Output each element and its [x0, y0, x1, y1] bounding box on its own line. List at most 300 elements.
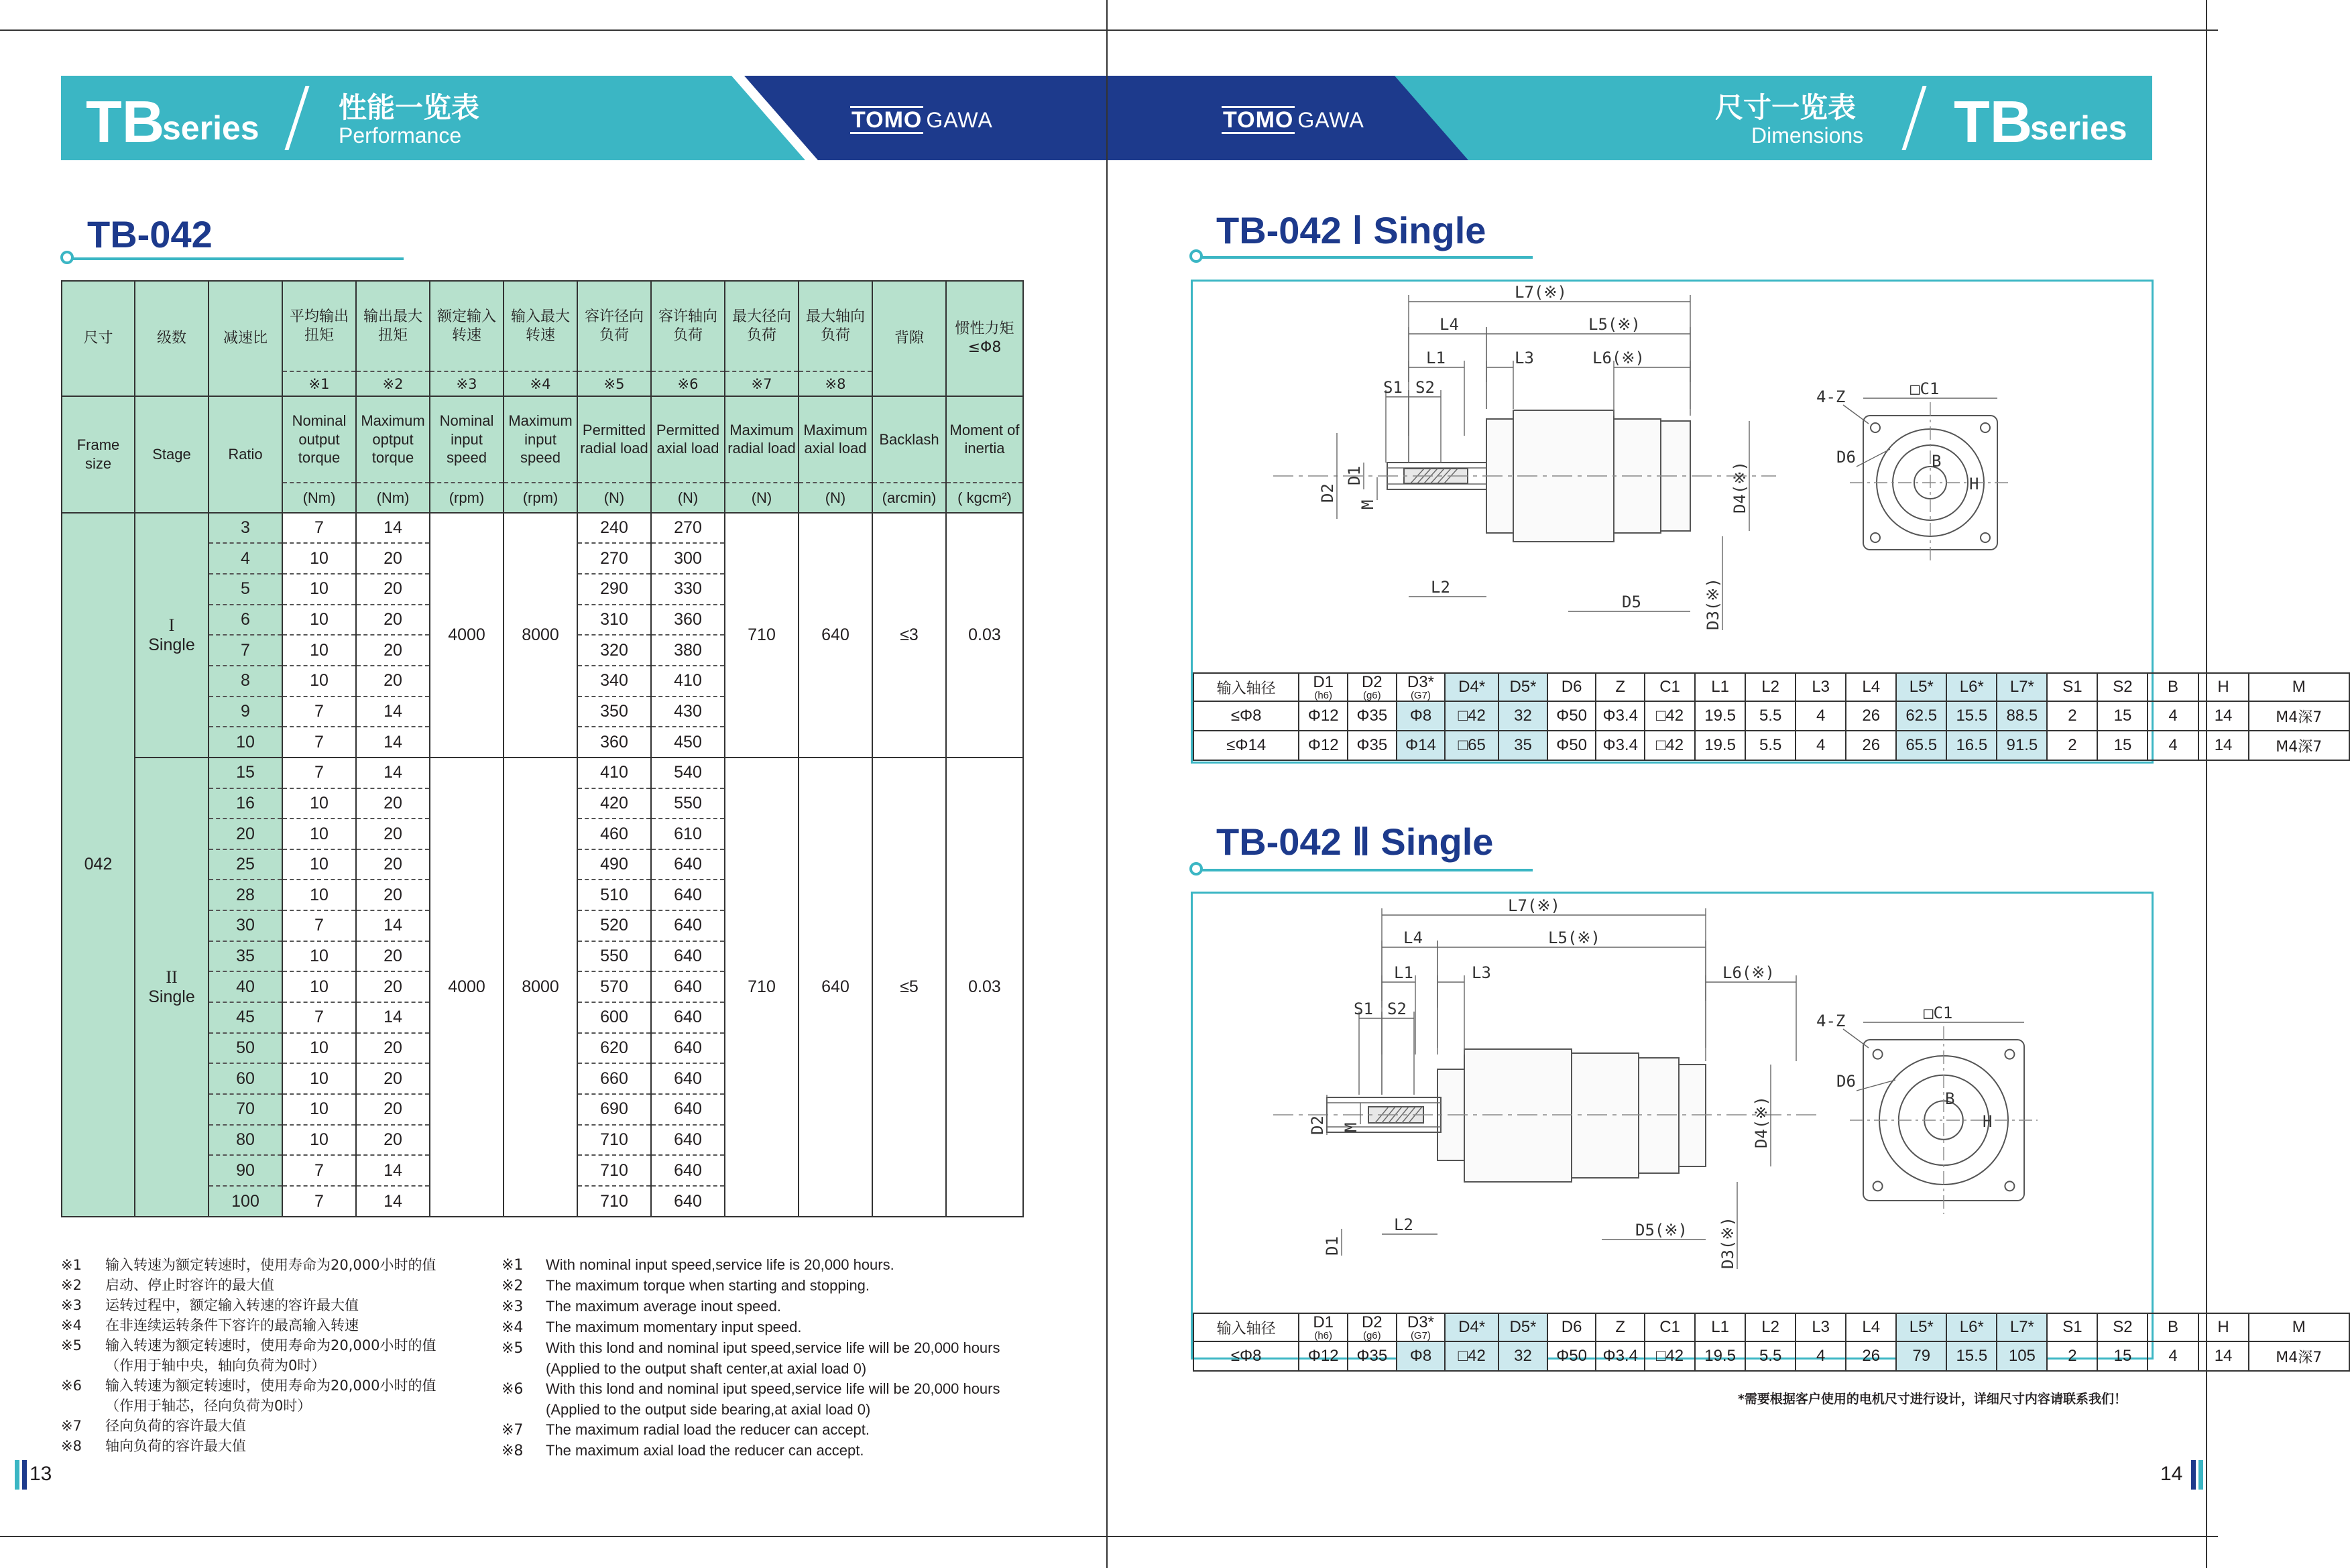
note-line [61, 1315, 436, 1335]
dim-cell: 15.5 [1946, 701, 1997, 731]
unit-label: (rpm) [504, 483, 577, 512]
header-en: Nominal input speed [430, 396, 504, 483]
dim-header: S2 [2097, 673, 2148, 701]
radial-load-cell: 290 [577, 574, 651, 605]
dim-cell: 19.5 [1695, 701, 1745, 731]
axial-load-cell: 640 [651, 1155, 725, 1186]
nominal-torque-cell: 10 [282, 880, 356, 910]
header-en: Nominal output torque [282, 396, 356, 483]
radial-load-cell: 310 [577, 605, 651, 636]
page-marker-right-2 [2198, 1460, 2203, 1490]
dim-cell: M4深7 [2249, 1341, 2349, 1371]
header-en: Maximum input speed [504, 396, 577, 483]
dim-cell: 5.5 [1745, 731, 1796, 760]
note-text: With nominal input speed,service life is 20,000 hours. [546, 1256, 894, 1273]
footnote-mark: ※6 [651, 371, 725, 396]
note-mark: ※4 [502, 1319, 524, 1336]
note-line [502, 1400, 1000, 1420]
note-text: 运转过程中，额定输入转速的容许最大值 [105, 1297, 359, 1313]
table-row [1193, 1341, 2349, 1371]
max-speed: 8000 [504, 758, 577, 1217]
nominal-torque-cell: 10 [282, 941, 356, 972]
footnote: *需要根据客户使用的电机尺寸进行设计，详细尺寸内容请联系我们！ [1738, 1392, 2127, 1406]
dim-header: B [2148, 1313, 2198, 1341]
table-row [62, 513, 1023, 544]
series-name-right: TB [1954, 88, 2033, 155]
dim-cell: □42 [1645, 1341, 1695, 1371]
note-text: The maximum momentary input speed. [546, 1319, 802, 1335]
header-cn: 尺寸 [62, 281, 135, 396]
footnote-mark: ※5 [577, 371, 651, 396]
dim-cell: Φ14 [1397, 731, 1446, 760]
dim-cell: 5.5 [1745, 701, 1796, 731]
nominal-torque-cell: 7 [282, 1186, 356, 1217]
ratio-cell: 6 [209, 605, 282, 636]
dim-header: L7* [1997, 1313, 2047, 1341]
dim-header: L5* [1896, 1313, 1946, 1341]
axial-load-cell: 550 [651, 788, 725, 819]
dim-label: D1 [1345, 466, 1364, 485]
dim-header: M [2249, 673, 2349, 701]
dim-cell: 5.5 [1745, 1341, 1796, 1371]
page-marker-left [15, 1460, 19, 1490]
header-en: Permitted axial load [651, 396, 725, 483]
dim-label: D6 [1836, 1072, 1856, 1091]
note-line [502, 1255, 1000, 1276]
axial-load-cell: 640 [651, 1186, 725, 1217]
note-text: 输入转速为额定转速时，使用寿命为20,000小时的值 [105, 1337, 436, 1353]
dim-header: S2 [2097, 1313, 2148, 1341]
dim-label: S2 [1387, 1000, 1407, 1018]
max-torque-cell: 14 [356, 910, 430, 941]
max-torque-cell: 20 [356, 849, 430, 880]
note-mark: ※8 [61, 1438, 82, 1454]
max-torque-cell: 20 [356, 1125, 430, 1156]
header-cn: 背隙 [872, 281, 946, 396]
note-line [502, 1441, 1000, 1461]
dim-label: 4-Z [1816, 387, 1846, 406]
nominal-torque-cell: 10 [282, 1125, 356, 1156]
nominal-torque-cell: 10 [282, 788, 356, 819]
footnote-mark: ※3 [430, 371, 504, 396]
dim-cell: 88.5 [1997, 701, 2047, 731]
backlash: ≤5 [872, 758, 946, 1217]
dim-label: S1 [1354, 1000, 1373, 1018]
radial-load-cell: 510 [577, 880, 651, 910]
radial-load-cell: 570 [577, 971, 651, 1002]
brand-logo: TOMO GAWA [851, 107, 993, 133]
dim-header: D1 (h6) [1299, 673, 1348, 701]
dim-cell: 19.5 [1695, 1341, 1745, 1371]
radial-load-cell: 320 [577, 635, 651, 666]
ratio-cell: 35 [209, 941, 282, 972]
dim-cell: □42 [1645, 701, 1695, 731]
table-row [1193, 731, 2349, 760]
nominal-speed: 4000 [430, 513, 504, 758]
dim-cell: 15 [2097, 1341, 2148, 1371]
max-torque-cell: 20 [356, 819, 430, 849]
max-torque-cell: 14 [356, 758, 430, 788]
stage-label: I Single [135, 513, 209, 758]
dim-cell: ≤Φ8 [1193, 1341, 1299, 1371]
dim-header: D4* [1445, 673, 1499, 701]
frame-size: 042 [62, 513, 135, 1217]
max-torque-cell: 20 [356, 971, 430, 1002]
nominal-torque-cell: 10 [282, 1063, 356, 1094]
top-border [0, 29, 2218, 31]
dim-header: L6* [1946, 1313, 1997, 1341]
max-torque-cell: 20 [356, 574, 430, 605]
dim-cell: Φ50 [1547, 1341, 1596, 1371]
note-line [502, 1296, 1000, 1317]
axial-load-cell: 360 [651, 605, 725, 636]
note-mark: ※7 [61, 1418, 82, 1434]
dim-cell: 79 [1896, 1341, 1946, 1371]
dim-cell: Φ3.4 [1596, 1341, 1645, 1371]
dim-cell: Φ8 [1397, 701, 1446, 731]
dim-label: H [1969, 475, 1979, 493]
perf-heading-dot [60, 251, 74, 264]
dim-cell: 2 [2047, 701, 2097, 731]
spine-divider [1106, 0, 1108, 1568]
bolt-hole [1981, 423, 1990, 432]
axial-load-cell: 640 [651, 1125, 725, 1156]
dim-header: L4 [1846, 1313, 1896, 1341]
radial-load-cell: 490 [577, 849, 651, 880]
note-mark: ※5 [61, 1337, 82, 1353]
dim-label: D2 [1308, 1115, 1327, 1135]
note-text: 径向负荷的容许最大值 [105, 1418, 246, 1434]
dim-label: S2 [1415, 378, 1435, 397]
dim-cell: Φ12 [1299, 731, 1348, 760]
nominal-torque-cell: 10 [282, 635, 356, 666]
dim-cell: 65.5 [1896, 731, 1946, 760]
axial-load-cell: 300 [651, 543, 725, 574]
note-text: With this lond and nominal iput speed,service life will be 20,000 hours [546, 1339, 1000, 1356]
header-cn: 额定输入转速 [430, 281, 504, 371]
header-en: Maximum radial load [725, 396, 799, 483]
nominal-torque-cell: 10 [282, 819, 356, 849]
ratio-cell: 9 [209, 697, 282, 727]
max-torque-cell: 20 [356, 1033, 430, 1064]
axial-load-cell: 540 [651, 758, 725, 788]
nominal-torque-cell: 10 [282, 543, 356, 574]
note-line [502, 1379, 1000, 1400]
dim-cell: ≤Φ8 [1193, 701, 1299, 731]
unit-label: (Nm) [282, 483, 356, 512]
max-torque-cell: 20 [356, 635, 430, 666]
note-text: The maximum axial load the reducer can accept. [546, 1442, 864, 1459]
dim-cell: Φ35 [1348, 731, 1397, 760]
dim-label: L3 [1472, 963, 1491, 982]
stage-label: II Single [135, 758, 209, 1217]
dim-label: L2 [1394, 1215, 1413, 1234]
dim-header: D6 [1547, 1313, 1596, 1341]
dim-header: D3* (G7) [1397, 1313, 1446, 1341]
dim-label: D2 [1318, 483, 1337, 503]
ratio-cell: 16 [209, 788, 282, 819]
notes-cn [61, 1255, 436, 1456]
page-marker-right [2191, 1460, 2196, 1490]
radial-load-cell: 600 [577, 1002, 651, 1033]
leader-line [1857, 449, 1890, 467]
bolt-hole [1871, 533, 1880, 542]
radial-load-cell: 420 [577, 788, 651, 819]
max-axial: 640 [799, 513, 872, 758]
nominal-torque-cell: 7 [282, 513, 356, 544]
header-cn: 减速比 [209, 281, 282, 396]
bolt-hole [1873, 1050, 1883, 1059]
note-text: （作用于轴芯，径向负荷为0时） [105, 1398, 312, 1414]
note-text: The maximum radial load the reducer can accept. [546, 1421, 870, 1438]
dim-header: S1 [2047, 1313, 2097, 1341]
note-line [61, 1436, 436, 1456]
dim-header: D5* [1499, 673, 1547, 701]
dim-header: 输入轴径 [1193, 673, 1299, 701]
axial-load-cell: 610 [651, 819, 725, 849]
header-en: Moment of inertia [946, 396, 1023, 483]
dim1-technical-drawing [1193, 282, 2152, 674]
axial-load-cell: 430 [651, 697, 725, 727]
footnote-mark: ※1 [282, 371, 356, 396]
max-torque-cell: 20 [356, 605, 430, 636]
page-number-left: 13 [30, 1463, 52, 1485]
note-line [61, 1255, 436, 1275]
dim-cell: 15.5 [1946, 1341, 1997, 1371]
dim-cell: Φ8 [1397, 1341, 1446, 1371]
bolt-hole [2005, 1050, 2014, 1059]
gearbox-body [1572, 1053, 1639, 1178]
header-en: Permitted radial load [577, 396, 651, 483]
dim-header: D4* [1445, 1313, 1499, 1341]
dim-cell: M4深7 [2249, 701, 2349, 731]
radial-load-cell: 360 [577, 727, 651, 758]
axial-load-cell: 330 [651, 574, 725, 605]
axial-load-cell: 640 [651, 1002, 725, 1033]
dim-label: D4(※) [1730, 461, 1749, 514]
note-line [502, 1317, 1000, 1338]
axial-load-cell: 410 [651, 666, 725, 697]
dim-header: Z [1596, 673, 1645, 701]
radial-load-cell: 270 [577, 543, 651, 574]
note-text: The maximum average inout speed. [546, 1298, 781, 1315]
dim-cell: 32 [1499, 1341, 1547, 1371]
dim2-heading: TB-042 Ⅱ Single [1216, 821, 1494, 863]
header-cn: 级数 [135, 281, 209, 396]
dim-cell: Φ12 [1299, 1341, 1348, 1371]
ratio-cell: 90 [209, 1155, 282, 1186]
radial-load-cell: 410 [577, 758, 651, 788]
nominal-torque-cell: 10 [282, 574, 356, 605]
dim2-heading-dot [1189, 862, 1203, 876]
note-mark: ※6 [61, 1378, 82, 1394]
dim-label: D5 [1622, 593, 1641, 611]
bolt-hole [2005, 1181, 2014, 1191]
dim-header: L4 [1846, 673, 1896, 701]
dim-cell: 26 [1846, 701, 1896, 731]
dim-cell: 32 [1499, 701, 1547, 731]
ratio-cell: 8 [209, 666, 282, 697]
dim-header: D6 [1547, 673, 1596, 701]
ratio-cell: 10 [209, 727, 282, 758]
note-mark: ※4 [61, 1317, 82, 1333]
dim1-heading: TB-042 Ⅰ Single [1216, 209, 1486, 251]
note-line [61, 1295, 436, 1315]
dim1-heading-rule [1196, 256, 1533, 259]
nominal-torque-cell: 7 [282, 910, 356, 941]
dim-cell: 62.5 [1896, 701, 1946, 731]
dim-label: L6(※) [1592, 349, 1645, 367]
dim-cell: 14 [2198, 731, 2249, 760]
nominal-torque-cell: 7 [282, 1002, 356, 1033]
unit-label: (N) [799, 483, 872, 512]
dim-cell: ≤Φ14 [1193, 731, 1299, 760]
dim-cell: Φ12 [1299, 701, 1348, 731]
ratio-cell: 60 [209, 1063, 282, 1094]
note-line [502, 1276, 1000, 1296]
ratio-cell: 30 [209, 910, 282, 941]
axial-load-cell: 640 [651, 1033, 725, 1064]
dim-label: L3 [1515, 349, 1534, 367]
header-cn: 平均输出扭矩 [282, 281, 356, 371]
footnote-mark: ※8 [799, 371, 872, 396]
unit-label: (N) [577, 483, 651, 512]
axial-load-cell: 640 [651, 1063, 725, 1094]
dim-label: L4 [1403, 928, 1423, 947]
dim-label: L1 [1394, 963, 1413, 982]
ratio-cell: 4 [209, 543, 282, 574]
radial-load-cell: 520 [577, 910, 651, 941]
gearbox-body [1639, 1058, 1679, 1173]
max-axial: 640 [799, 758, 872, 1217]
axial-load-cell: 640 [651, 941, 725, 972]
perf-heading: TB-042 [87, 213, 213, 255]
dim-label: D4(※) [1752, 1096, 1771, 1148]
nominal-torque-cell: 10 [282, 605, 356, 636]
page-title-cn-right: 尺寸一览表 [1715, 91, 1857, 124]
dim-cell: □42 [1645, 731, 1695, 760]
max-torque-cell: 20 [356, 666, 430, 697]
dim-header: S1 [2047, 673, 2097, 701]
radial-load-cell: 340 [577, 666, 651, 697]
header-en: Maximum optput torque [356, 396, 430, 483]
note-mark: ※3 [61, 1297, 82, 1313]
dim-cell: 2 [2047, 731, 2097, 760]
dim-label: □C1 [1924, 1004, 1953, 1022]
max-radial: 710 [725, 758, 799, 1217]
bolt-hole [1873, 1181, 1883, 1191]
dim-cell: Φ3.4 [1596, 701, 1645, 731]
dim-cell: 4 [1796, 1341, 1846, 1371]
dim-header: L3 [1796, 1313, 1846, 1341]
note-mark: ※6 [502, 1381, 524, 1398]
note-text: With this lond and nominal iput speed,service life will be 20,000 hours [546, 1380, 1000, 1397]
dim-header: L7* [1997, 673, 2047, 701]
gearbox-body [1679, 1065, 1706, 1166]
inertia: 0.03 [946, 513, 1023, 758]
ratio-cell: 80 [209, 1125, 282, 1156]
ratio-cell: 70 [209, 1094, 282, 1125]
dim-label: D1 [1323, 1236, 1342, 1256]
dim2-drawing [1191, 892, 2154, 1360]
dim-cell: 2 [2047, 1341, 2097, 1371]
dim-cell: 15 [2097, 701, 2148, 731]
series-suffix: series [162, 109, 259, 147]
dim-cell: 4 [1796, 731, 1846, 760]
axial-load-cell: 640 [651, 849, 725, 880]
nominal-torque-cell: 7 [282, 758, 356, 788]
dim-header: L1 [1695, 673, 1745, 701]
unit-label: ( kgcm²) [946, 483, 1023, 512]
dim-label: 4-Z [1816, 1012, 1846, 1030]
note-line [61, 1416, 436, 1436]
dim-header: Z [1596, 1313, 1645, 1341]
note-text: 输入转速为额定转速时，使用寿命为20,000小时的值 [105, 1257, 436, 1273]
footnote-mark: ※2 [356, 371, 430, 396]
max-torque-cell: 20 [356, 543, 430, 574]
note-mark: ※3 [502, 1299, 524, 1315]
footnote-mark: ※4 [504, 371, 577, 396]
dim-cell: Φ3.4 [1596, 731, 1645, 760]
dim-cell: 4 [2148, 731, 2198, 760]
note-mark: ※5 [502, 1340, 524, 1357]
dim-header: M [2249, 1313, 2349, 1341]
dim-cell: Φ50 [1547, 701, 1596, 731]
note-text: The maximum torque when starting and stopping. [546, 1277, 870, 1294]
nominal-speed: 4000 [430, 758, 504, 1217]
radial-load-cell: 710 [577, 1155, 651, 1186]
backlash: ≤3 [872, 513, 946, 758]
bottom-border [0, 1536, 2218, 1537]
note-line [502, 1338, 1000, 1359]
radial-load-cell: 460 [577, 819, 651, 849]
note-mark: ※1 [61, 1257, 82, 1273]
max-torque-cell: 14 [356, 727, 430, 758]
dim-header: L3 [1796, 673, 1846, 701]
dim-cell: 26 [1846, 1341, 1896, 1371]
nominal-torque-cell: 10 [282, 1094, 356, 1125]
notes-en [502, 1255, 1000, 1461]
max-torque-cell: 14 [356, 1155, 430, 1186]
radial-load-cell: 350 [577, 697, 651, 727]
note-text: 启动、停止时容许的最大值 [105, 1277, 274, 1293]
series-name: TB [86, 88, 165, 155]
axial-load-cell: 640 [651, 910, 725, 941]
page-title-en-right: Dimensions [1751, 123, 1864, 147]
ratio-cell: 25 [209, 849, 282, 880]
max-torque-cell: 20 [356, 1094, 430, 1125]
dim-header: L1 [1695, 1313, 1745, 1341]
header-cn: 容许径向负荷 [577, 281, 651, 371]
radial-load-cell: 240 [577, 513, 651, 544]
page-title-cn: 性能一览表 [339, 91, 480, 124]
dim-label: M [1358, 499, 1377, 509]
dim-header: 输入轴径 [1193, 1313, 1299, 1341]
dim-label: L7(※) [1515, 283, 1567, 302]
note-line [61, 1335, 436, 1355]
performance-table [61, 280, 1024, 1217]
table-row [62, 758, 1023, 788]
header-cn: 输出最大扭矩 [356, 281, 430, 371]
note-line [502, 1359, 1000, 1379]
dim-label: B [1945, 1089, 1955, 1108]
ratio-cell: 7 [209, 635, 282, 666]
radial-load-cell: 660 [577, 1063, 651, 1094]
dim2-heading-rule [1196, 869, 1533, 871]
bolt-hole [1981, 533, 1990, 542]
footnote-mark: ※7 [725, 371, 799, 396]
max-torque-cell: 20 [356, 1063, 430, 1094]
